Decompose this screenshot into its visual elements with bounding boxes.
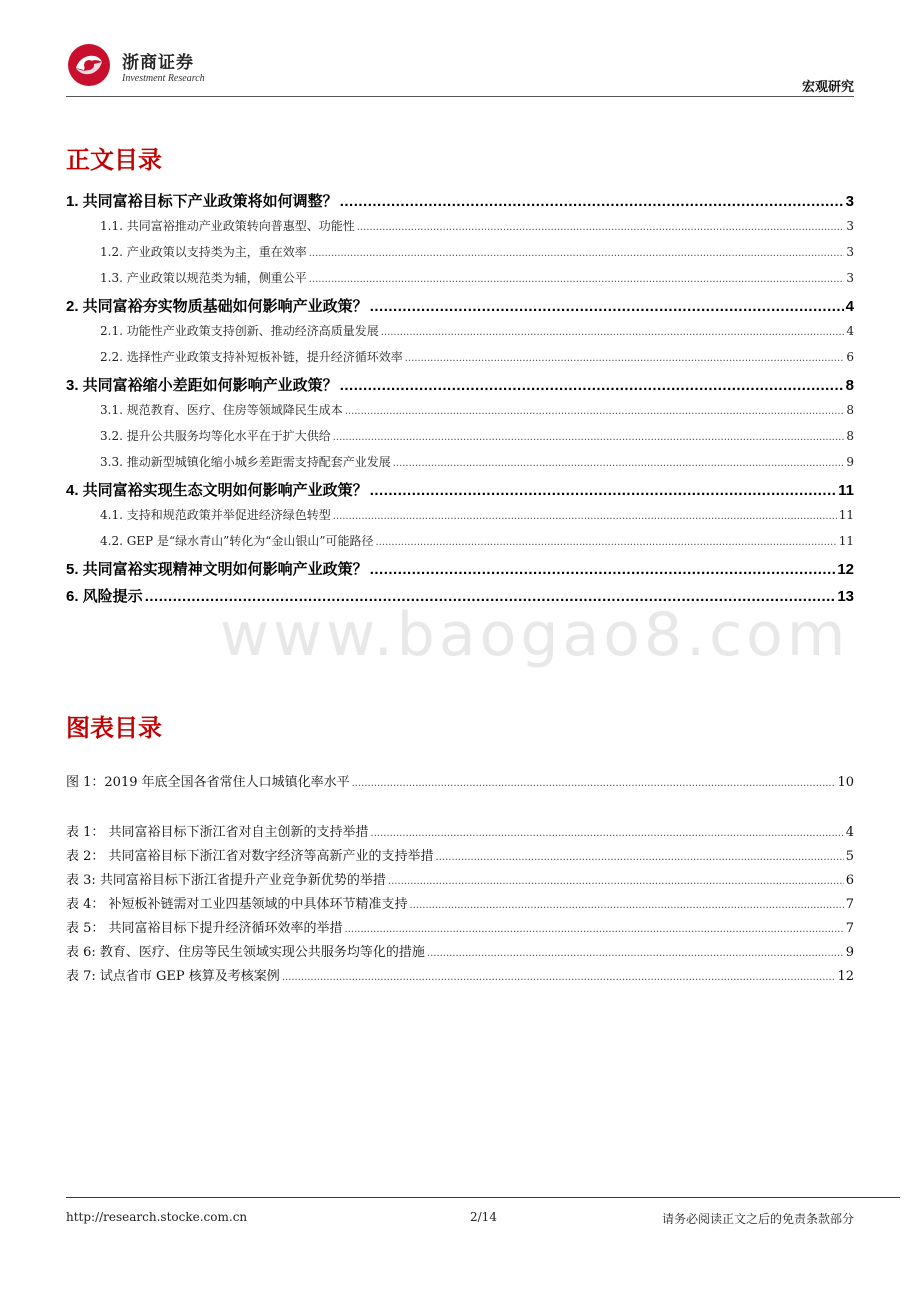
table-entry[interactable] bbox=[66, 917, 854, 941]
leader-dots bbox=[340, 193, 844, 210]
toc-subentry-page: 3 bbox=[846, 271, 854, 285]
toc-subentry[interactable] bbox=[66, 502, 854, 528]
toc-title: 正文目录 bbox=[66, 146, 162, 174]
toc-subentry-page: 4 bbox=[846, 324, 854, 338]
toc-subentry-label: 4.2. GEP 是“绿水青山”转化为“金山银山”可能路径 bbox=[100, 534, 374, 548]
table-entry-page: 9 bbox=[845, 945, 854, 960]
toc-subentry-label: 1.3. 产业政策以规范类为辅，侧重公平 bbox=[100, 271, 307, 285]
chart-list bbox=[66, 771, 854, 795]
leader-dots bbox=[370, 298, 844, 315]
leader-dots bbox=[345, 918, 844, 942]
toc-subentry-label: 3.2. 提升公共服务均等化水平在于扩大供给 bbox=[100, 429, 331, 443]
toc-subentry[interactable] bbox=[66, 397, 854, 423]
figure-entry-label: 图 1：2019 年底全国各省常住人口城镇化率水平 bbox=[66, 775, 350, 790]
leader-dots bbox=[371, 822, 844, 846]
table-entry-page: 6 bbox=[845, 873, 854, 888]
section-tag: 宏观研究 bbox=[801, 80, 854, 95]
disclaimer-note: 请务必阅读正文之后的免责条款部分 bbox=[661, 1212, 854, 1226]
leader-dots bbox=[393, 451, 845, 477]
table-entry[interactable] bbox=[66, 893, 854, 917]
toc-subentry-page: 3 bbox=[846, 245, 854, 259]
leader-dots bbox=[388, 870, 844, 894]
toc-subentry[interactable] bbox=[66, 449, 854, 475]
toc-subentry-label: 1.1. 共同富裕推动产业政策转向普惠型、功能性 bbox=[100, 219, 355, 233]
table-entry[interactable] bbox=[66, 845, 854, 869]
toc-subentry-label: 2.2. 选择性产业政策支持补短板补链，提升经济循环效率 bbox=[100, 350, 403, 364]
toc-entry-page: 11 bbox=[838, 482, 854, 499]
toc-subentry-page: 11 bbox=[838, 508, 854, 522]
toc-subentry[interactable] bbox=[66, 213, 854, 239]
leader-dots bbox=[340, 377, 844, 394]
leader-dots bbox=[410, 894, 844, 918]
toc-subentry-page: 11 bbox=[838, 534, 854, 548]
table-entry-page: 7 bbox=[845, 897, 854, 912]
leader-dots bbox=[352, 772, 836, 796]
website-link[interactable]: http://research.stocke.com.cn bbox=[66, 1210, 248, 1224]
brand-tagline: Investment Research bbox=[122, 73, 205, 84]
table-of-contents bbox=[66, 186, 854, 608]
table-entry-label: 表 2： 共同富裕目标下浙江省对数字经济等高新产业的支持举措 bbox=[66, 849, 434, 864]
leader-dots bbox=[370, 561, 836, 578]
toc-entry-label: 3. 共同富裕缩小差距如何影响产业政策？ bbox=[66, 377, 338, 394]
table-entry-page: 7 bbox=[845, 921, 854, 936]
page-header bbox=[66, 40, 854, 98]
toc-entry-page: 8 bbox=[845, 377, 854, 394]
table-entry-label: 表 4： 补短板补链需对工业四基领域的中具体环节精准支持 bbox=[66, 897, 408, 912]
table-entry-label: 表 5： 共同富裕目标下提升经济循环效率的举措 bbox=[66, 921, 343, 936]
toc-entry-label: 2. 共同富裕夯实物质基础如何影响产业政策？ bbox=[66, 298, 368, 315]
figures-title: 图表目录 bbox=[66, 714, 162, 742]
table-entry-label: 表 6: 教育、医疗、住房等民生领域实现公共服务均等化的措施 bbox=[66, 945, 425, 960]
toc-subentry-page: 8 bbox=[846, 429, 854, 443]
leader-dots bbox=[370, 482, 836, 499]
toc-subentry-label: 2.1. 功能性产业政策支持创新、推动经济高质量发展 bbox=[100, 324, 379, 338]
leader-dots bbox=[333, 425, 845, 451]
leader-dots bbox=[381, 320, 845, 346]
toc-subentry-label: 3.1. 规范教育、医疗、住房等领域降民生成本 bbox=[100, 403, 343, 417]
toc-subentry[interactable] bbox=[66, 318, 854, 344]
toc-subentry-label: 4.1. 支持和规范政策并举促进经济绿色转型 bbox=[100, 508, 331, 522]
toc-entry-page: 4 bbox=[845, 298, 854, 315]
toc-entry-page: 13 bbox=[837, 588, 854, 605]
table-entry-label: 表 1： 共同富裕目标下浙江省对自主创新的支持举措 bbox=[66, 825, 369, 840]
leader-dots bbox=[405, 346, 845, 372]
leader-dots bbox=[309, 267, 845, 293]
leader-dots bbox=[436, 846, 844, 870]
toc-subentry-page: 8 bbox=[846, 403, 854, 417]
leader-dots bbox=[376, 530, 837, 556]
page-number: 2/14 bbox=[470, 1210, 497, 1224]
table-entry[interactable] bbox=[66, 821, 854, 845]
toc-entry-page: 12 bbox=[837, 561, 854, 578]
toc-entry-label: 4. 共同富裕实现生态文明如何影响产业政策？ bbox=[66, 482, 368, 499]
page-footer bbox=[66, 1210, 854, 1230]
header-divider bbox=[66, 96, 854, 97]
toc-subentry-label: 3.3. 推动新型城镇化缩小城乡差距需支持配套产业发展 bbox=[100, 455, 391, 469]
leader-dots bbox=[309, 241, 845, 267]
brand-name: 浙商证券 bbox=[122, 53, 194, 73]
toc-subentry[interactable] bbox=[66, 239, 854, 265]
table-entry[interactable] bbox=[66, 941, 854, 965]
toc-entry-label: 5. 共同富裕实现精神文明如何影响产业政策？ bbox=[66, 561, 368, 578]
toc-subentry[interactable] bbox=[66, 344, 854, 370]
table-entry-page: 5 bbox=[845, 849, 854, 864]
toc-entry[interactable] bbox=[66, 479, 854, 502]
figure-entry-page: 10 bbox=[837, 775, 854, 790]
leader-dots bbox=[357, 215, 845, 241]
toc-subentry-label: 1.2. 产业政策以支持类为主，重在效率 bbox=[100, 245, 307, 259]
table-entry[interactable] bbox=[66, 869, 854, 893]
toc-subentry[interactable] bbox=[66, 528, 854, 554]
table-list bbox=[66, 821, 854, 989]
table-entry[interactable] bbox=[66, 965, 854, 989]
toc-subentry-page: 6 bbox=[846, 350, 854, 364]
toc-subentry[interactable] bbox=[66, 265, 854, 291]
table-entry-label: 表 7: 试点省市 GEP 核算及考核案例 bbox=[66, 969, 280, 984]
toc-subentry-page: 3 bbox=[846, 219, 854, 233]
leader-dots bbox=[282, 966, 836, 990]
toc-entry[interactable] bbox=[66, 374, 854, 397]
footer-divider bbox=[66, 1197, 900, 1198]
toc-entry[interactable] bbox=[66, 558, 854, 581]
leader-dots bbox=[427, 942, 844, 966]
toc-entry[interactable] bbox=[66, 190, 854, 213]
toc-entry-page: 3 bbox=[845, 193, 854, 210]
logo-icon bbox=[66, 42, 112, 88]
toc-entry-label: 1. 共同富裕目标下产业政策将如何调整？ bbox=[66, 193, 338, 210]
leader-dots bbox=[333, 504, 837, 530]
company-logo[interactable] bbox=[66, 40, 266, 90]
watermark: www.baogao8.com bbox=[220, 600, 850, 670]
table-entry-page: 4 bbox=[845, 825, 854, 840]
leader-dots bbox=[345, 399, 845, 425]
table-entry-label: 表 3: 共同富裕目标下浙江省提升产业竞争新优势的举措 bbox=[66, 873, 386, 888]
toc-subentry[interactable] bbox=[66, 423, 854, 449]
toc-entry-label: 6. 风险提示 bbox=[66, 588, 143, 605]
figure-entry[interactable] bbox=[66, 771, 854, 795]
table-entry-page: 12 bbox=[837, 969, 854, 984]
toc-entry[interactable] bbox=[66, 295, 854, 318]
toc-subentry-page: 9 bbox=[846, 455, 854, 469]
